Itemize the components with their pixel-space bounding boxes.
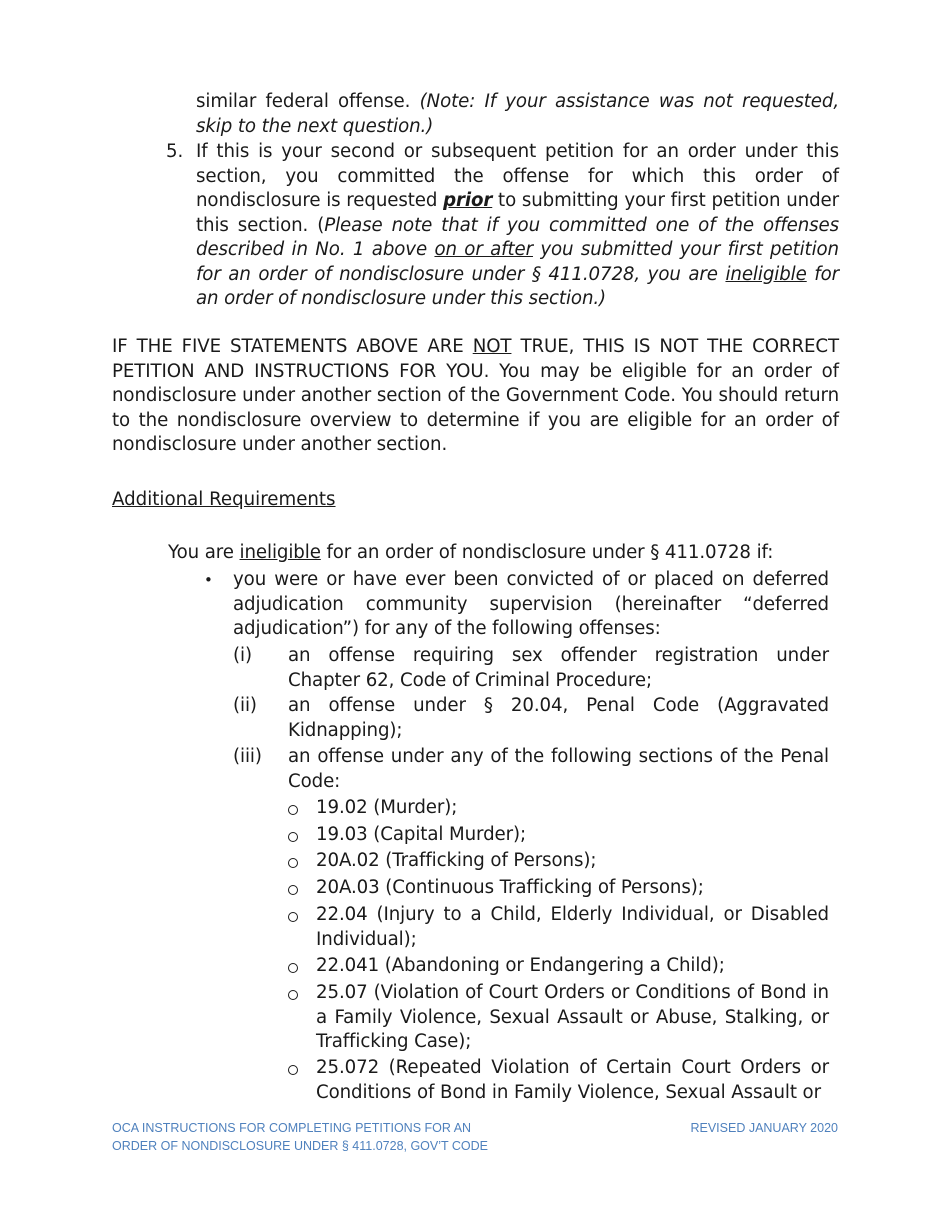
footer-left	[112, 1119, 488, 1155]
bullet-text: you were or have ever been convicted of or placed on deferred adjudication community supervision (hereinafter “deferred adjudication”) for any of the following offenses:	[233, 569, 829, 639]
circle-bullet-icon	[288, 990, 298, 1000]
circle-bullet-icon	[288, 912, 298, 922]
roman-label: (ii)	[233, 695, 257, 716]
footer-revision-date: REVISED JANUARY 2020	[690, 1121, 838, 1135]
list-number: 5.	[166, 141, 184, 162]
roman-label: (iii)	[233, 746, 262, 767]
continuation-note: (Note: If your assistance was not requested, skip to the next question.)	[196, 91, 839, 137]
penal-section-item	[288, 849, 829, 874]
footer-left-line-1: OCA INSTRUCTIONS FOR COMPLETING PETITIONS FOR AN	[112, 1121, 472, 1135]
intro-ineligible: ineligible	[239, 542, 321, 563]
bullet-item	[204, 568, 829, 642]
circle-bullet-icon	[288, 805, 298, 815]
ineligibility-intro	[168, 541, 773, 566]
penal-section-item	[288, 954, 829, 979]
roman-text: an offense under § 20.04, Penal Code (Aggravated Kidnapping);	[288, 695, 829, 741]
section-heading: Additional Requirements	[112, 489, 336, 510]
penal-section-item	[288, 796, 829, 821]
penal-section-text: 19.02 (Murder);	[316, 797, 458, 818]
emphasis-ineligible: ineligible	[725, 263, 807, 285]
roman-item	[233, 745, 829, 794]
penal-section-text: 22.041 (Abandoning or Endangering a Child);	[316, 955, 725, 976]
penal-section-text: 20A.02 (Trafficking of Persons);	[316, 850, 597, 871]
circle-bullet-icon	[288, 832, 298, 842]
roman-item	[233, 694, 829, 743]
circle-bullet-icon	[288, 858, 298, 868]
emphasis-on-or-after: on or after	[434, 239, 533, 260]
list-item-5-text	[196, 140, 839, 312]
item4-continuation	[196, 90, 839, 139]
circle-bullet-icon	[288, 1065, 298, 1075]
warning-rest: You may be eligible for an order of nondisclosure under another section of the Government Code. You should return to the nondisclosure overview to determine if you are eligible for an order of nondisclosure under another section.	[112, 360, 839, 455]
penal-section-text: 19.03 (Capital Murder);	[316, 824, 527, 845]
circle-bullet-icon	[288, 963, 298, 973]
penal-section-text: 25.072 (Repeated Violation of Certain Court Orders or Conditions of Bond in Family Violence, Sexual Assault or	[316, 1057, 829, 1103]
penal-section-item	[288, 981, 829, 1055]
roman-text: an offense requiring sex offender registration under Chapter 62, Code of Criminal Procedure;	[288, 645, 829, 691]
eligibility-warning	[112, 335, 839, 458]
roman-label: (i)	[233, 645, 252, 666]
list-item-5	[166, 140, 839, 312]
roman-item	[233, 644, 829, 693]
penal-section-item	[288, 903, 829, 952]
penal-section-item	[288, 876, 829, 901]
warning-caps-1: IF THE FIVE STATEMENTS ABOVE ARE	[112, 336, 473, 357]
penal-section-item	[288, 1056, 829, 1105]
circle-bullet-icon	[288, 885, 298, 895]
intro-text-1: You are	[168, 542, 240, 563]
continuation-text: similar federal offense.	[196, 91, 420, 112]
item5-note-3: for an order of nondisclosure under this section.)	[196, 263, 840, 309]
warning-caps-2: TRUE, THIS IS NOT THE CORRECT PETITION AND INSTRUCTIONS FOR YOU.	[112, 336, 839, 382]
footer-left-line-2: ORDER OF NONDISCLOSURE UNDER § 411.0728, GOV’T CODE	[112, 1139, 489, 1153]
item5-note-2: you submitted your first petition for an order of nondisclosure under § 411.0728, you are	[196, 239, 839, 285]
warning-not: NOT	[472, 336, 512, 357]
emphasis-prior: prior	[443, 190, 493, 211]
intro-text-2: for an order of nondisclosure under § 411.0728 if:	[320, 542, 774, 563]
penal-section-text: 22.04 (Injury to a Child, Elderly Individual, or Disabled Individual);	[316, 904, 829, 950]
roman-text: an offense under any of the following sections of the Penal Code:	[288, 746, 829, 792]
item5-text-1: If this is your second or subsequent petition for an order under this section, you committed the offense for which this order of nondisclosure is requested	[196, 141, 839, 211]
item5-note-1: Please note that if you committed one of the offenses described in No. 1 above	[196, 214, 839, 260]
penal-section-text: 25.07 (Violation of Court Orders or Conditions of Bond in a Family Violence, Sexual Assault or Abuse, Stalking, or Trafficking Case);	[316, 982, 829, 1052]
bullet-icon: •	[204, 571, 213, 589]
penal-section-item	[288, 823, 829, 848]
penal-section-text: 20A.03 (Continuous Trafficking of Persons);	[316, 877, 704, 898]
item5-text-2: to submitting your first petition under this section. (	[196, 190, 839, 236]
